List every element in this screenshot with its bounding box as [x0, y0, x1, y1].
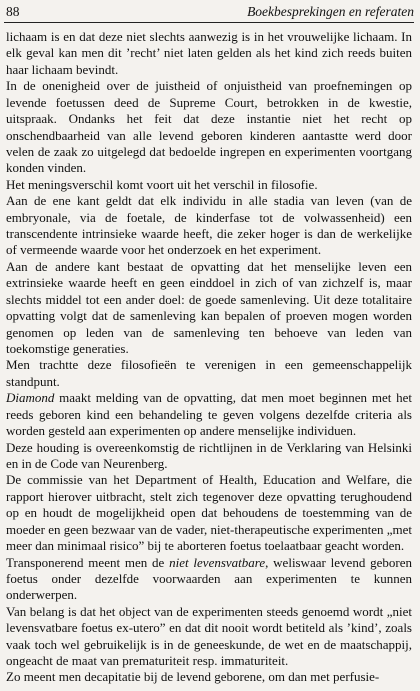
italic-diamond: Diamond [6, 390, 55, 406]
header-rule [4, 22, 414, 23]
page-number: 88 [6, 4, 20, 19]
paragraph-4: Aan de ene kant geldt dat elk individu in alle stadia van leven (van de embryonale, via de foetale, de kinderfase tot de volwassenheid) een transcendente intrinsieke waarde heeft, die zeker hoger is dan de werkelijke of vermeende waarde voor het onderzoek en het experiment. [6, 193, 412, 258]
page-header [6, 4, 414, 22]
paragraph-6: Men trachtte deze filosofieën te verenigen in een gemeenschappelijk standpunt. [6, 357, 412, 389]
paragraph-10-text: , weliswaar levend geboren foetus onder dezelfde voorwaarden aan experimenten te kunnen onderwerpen. [6, 554, 412, 603]
paragraph-3: Het meningsverschil komt voort uit het verschil in filosofie. [6, 176, 318, 192]
body-text [6, 29, 412, 686]
paragraph-5: Aan de andere kant bestaat de opvatting dat het menselijke leven een extrinsieke waarde heeft en geen einddoel in zich of van zichzelf is, maar slechts middel tot een ander doel: de goede samenleving. Uit deze totalitaire opvatting volgt dat de samenleving kan bepalen of proeven mogen worden genomen op leden van de samenleving ten behoeve van leden van toekomstige generaties. [6, 258, 412, 357]
paragraph-10-lead: Transponerend meent men de [6, 554, 165, 570]
paragraph-8: Deze houding is overeenkomstig de richtlijnen in de Verklaring van Helsinki en in de Code van Neurenberg. [6, 439, 412, 471]
italic-niet-levensvatbare: niet levensvatbare [169, 554, 266, 570]
paragraph-12: Zo meent men decapitatie bij de levend geborene, om dan met perfusie- [6, 669, 380, 685]
running-title: Boekbesprekingen en referaten [247, 4, 414, 19]
paragraph-1: lichaam is en dat deze niet slechts aanwezig is in het vrouwelijke lichaam. In elk geval kan men dit ’recht’ niet laten gelden als het kind zich reeds buiten haar lichaam bevindt. [6, 29, 412, 77]
paragraph-2: In de onenigheid over de juistheid of onjuistheid van proefnemingen op levende foetussen deed de Supreme Court, betrokken in de kwestie, uitspraak. Ondanks het feit dat deze instantie niet het recht op onschendbaarheid van alle levend geboren kinderen aantastte werd door velen de zaak zo uitgelegd dat bedoelde ingrepen en experimenten voortgang konden vinden. [6, 78, 412, 176]
paragraph-11: Van belang is dat het object van de experimenten steeds genoemd wordt „niet levensvatbare foetus ex-utero” en dat dit nooit wordt betiteld als ’kind’, zoals vaak toch wel gebruikelijk is in de geneeskunde, de wet en de maatschappij, ongeacht de maat van prematuriteit resp. immaturiteit. [6, 603, 412, 669]
paragraph-7-text: maakt melding van de opvatting, dat men moet beginnen met het reeds geboren kind een behandeling te geven volgens dezelfde criteria als worden gesteld aan experimenten op andere menselijke individuen. [6, 390, 412, 439]
paragraph-7 [6, 390, 412, 439]
paragraph-10 [6, 555, 412, 604]
paragraph-9: De commissie van het Department of Health, Education and Welfare, die rapport hierover uitbracht, stelt zich tegenover deze opvatting terughoudend op en houdt de mogelijkheid open dat behoudens de toestemming van de moeder en geen bezwaar van de vader, niet-therapeutische experimenten „met meer dan minimaal risico” bij te aborteren foetus toelaatbaar geacht worden. [6, 472, 412, 554]
